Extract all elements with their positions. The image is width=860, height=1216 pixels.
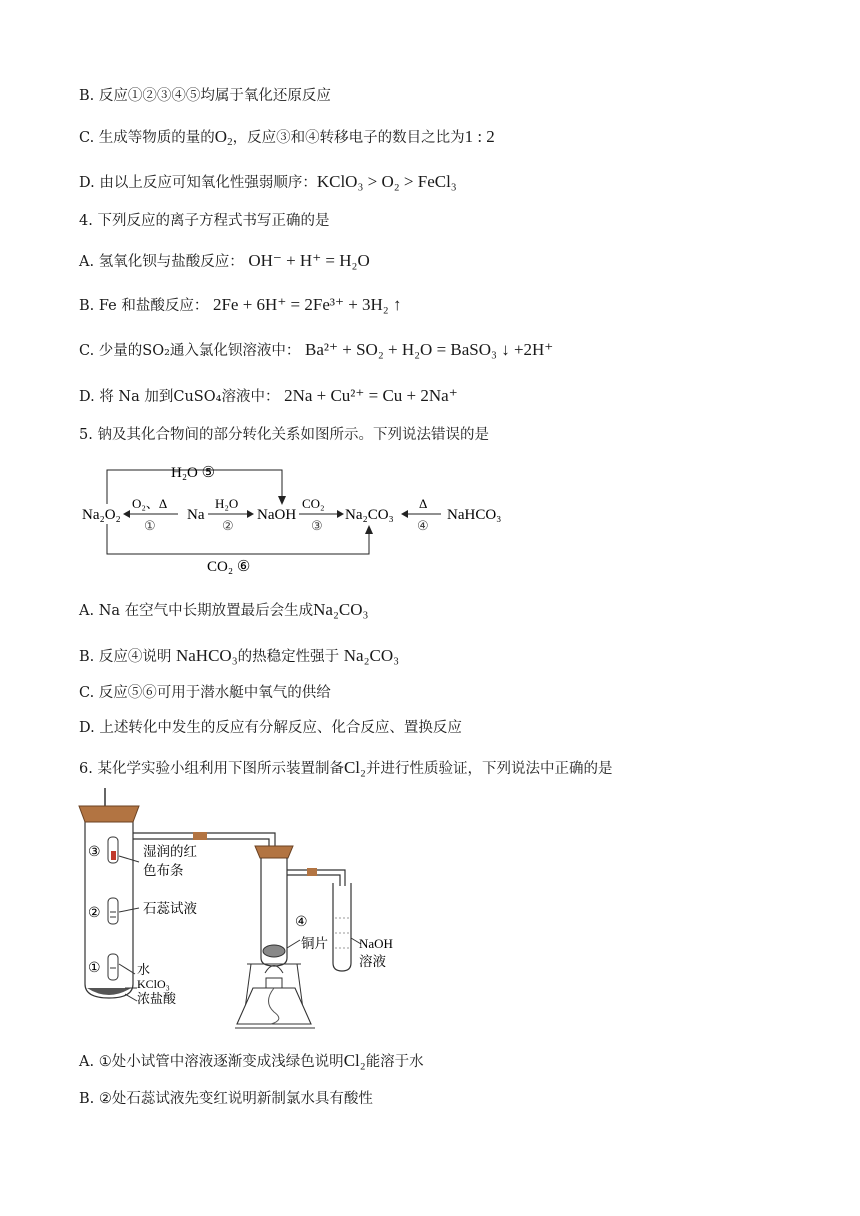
label-litmus: 石蕊试液 [143,901,197,916]
label-r4n: ④ [417,518,429,533]
label-r2n: ② [222,518,234,533]
q4-option-b: B. Fe 和盐酸反应： 2Fe + 6H⁺ = 2Fe³⁺ + 3H₂ ↑ [79,295,402,314]
q5-option-b: B. 反应④说明 NaHCO₃的热稳定性强于 Na₂CO₃ [79,646,400,665]
label-hcl: 浓盐酸 [137,991,177,1006]
q6-option-b: B. ②处石蕊试液先变红说明新制氯水具有酸性 [79,1091,373,1107]
label-naoh2: 溶液 [359,954,386,969]
label-n2: ② [88,906,101,921]
species-na: Na [187,507,205,523]
label-r1: O₂、Δ [132,496,168,511]
q6-option-a: A. ①处小试管中溶液逐渐变成浅绿色说明Cl₂能溶于水 [79,1051,424,1070]
label-n3: ③ [88,845,101,860]
label-r3: CO₂ [302,496,325,511]
q4-option-a: A. 氢氧化钡与盐酸反应： OH⁻ + H⁺ = H₂O [79,251,370,270]
q3-option-c: C. 生成等物质的量的$O_2$，反应③和④转移电子的数目之比为1 : 2 [79,127,495,148]
q5-option-a: A. Na 在空气中长期放置最后会生成Na₂CO₃ [79,600,369,619]
label-cloth1: 湿润的红 [143,844,197,859]
label-n1: ① [88,961,101,976]
label-copper: 铜片 [301,936,328,951]
label-r3n: ③ [311,518,323,533]
label-cloth2: 色布条 [143,863,184,878]
species-nahco3: NaHCO₃ [447,507,502,523]
label-top: H₂O ⑤ [171,465,216,481]
q3-option-b: B. 反应①②③④⑤均属于氧化还原反应 [79,88,331,104]
species-na2o2: Na₂O₂ [82,507,121,523]
sodium-conversion-diagram [75,458,515,580]
q4-stem: 4. 下列反应的离子方程式书写正确的是 [79,213,330,229]
label-r1n: ① [144,518,156,533]
label-kclo3: KClO₃ [137,977,170,991]
q4-option-d: D. 将 Na 加到CuSO₄溶液中： 2Na + Cu²⁺ = Cu + 2Na⁺ [79,386,458,405]
chlorine-apparatus-diagram [75,788,435,1038]
label-water: 水 [137,962,151,977]
label-naoh1: NaOH [359,936,393,951]
q3-option-d: D. 由以上反应可知氧化性强弱顺序：KClO₃ > O₂ > FeCl₃ [79,172,457,191]
q4-option-c: C. 少量的SO₂通入氯化钡溶液中： Ba²⁺ + SO₂ + H₂O = BaSO₃ ↓ +2H⁺ [79,340,554,359]
q5-stem: 5. 钠及其化合物间的部分转化关系如图所示。下列说法错误的是 [79,427,489,443]
label-n4: ④ [295,915,308,930]
q6-stem: 6. 某化学实验小组利用下图所示装置制备Cl₂并进行性质验证，下列说法中正确的是 [79,758,613,777]
label-r4: Δ [419,496,428,511]
label-r2: H₂O [215,496,239,511]
species-na2co3: Na₂CO₃ [345,507,394,523]
q5-option-d: D. 上述转化中发生的反应有分解反应、化合反应、置换反应 [79,720,462,736]
label-bottom: CO₂ ⑥ [207,559,251,575]
q5-option-c: C. 反应⑤⑥可用于潜水艇中氧气的供给 [79,685,331,701]
species-naoh: NaOH [257,507,297,523]
